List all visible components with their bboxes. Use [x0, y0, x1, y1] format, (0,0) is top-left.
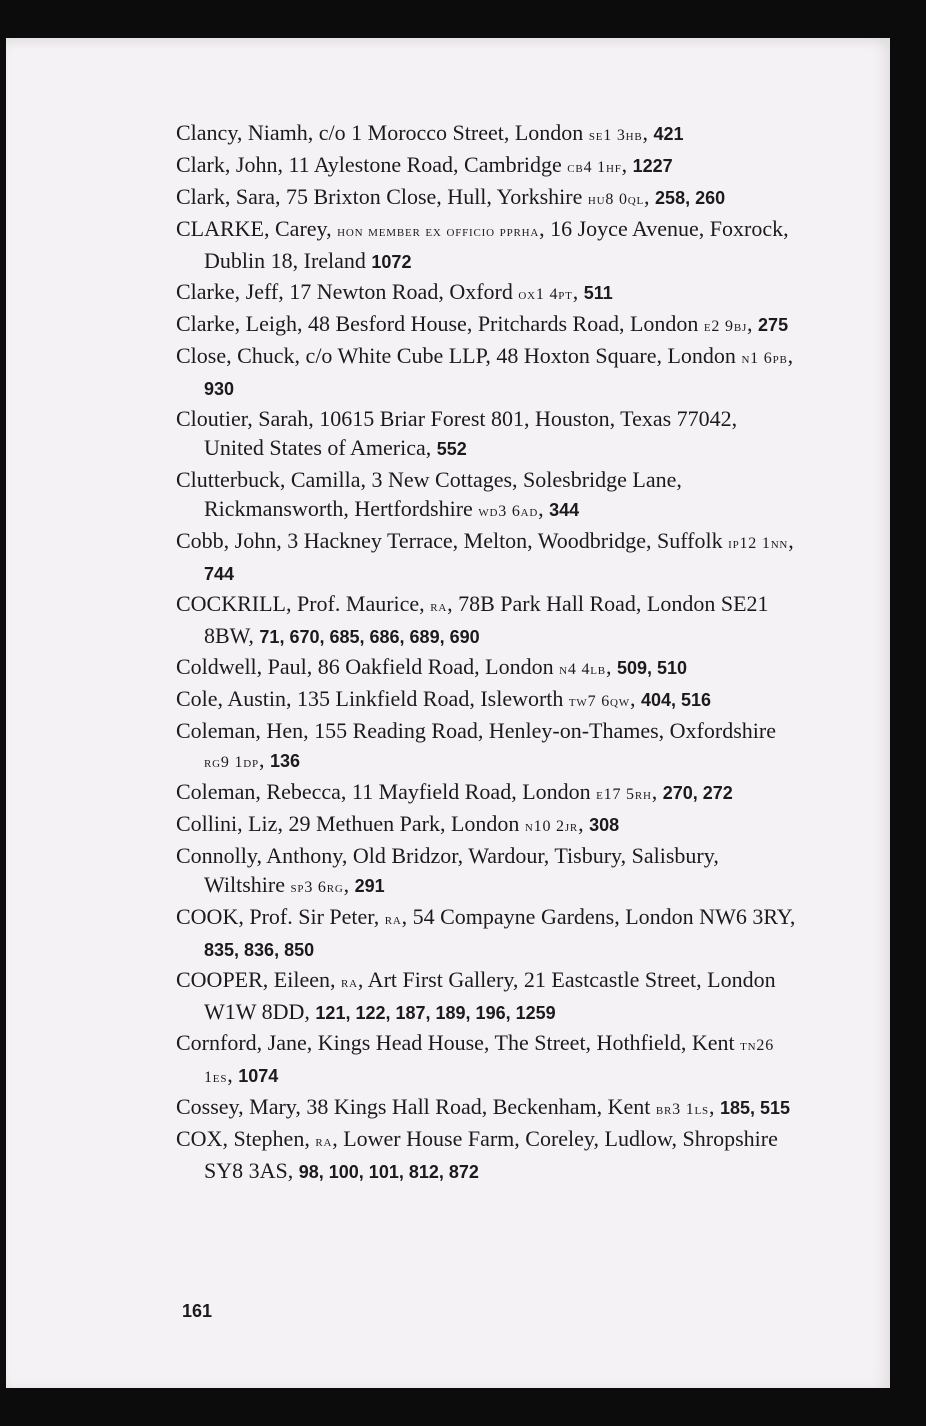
page-refs: 552	[436, 439, 467, 459]
index-entry: Clarke, Jeff, 17 Newton Road, Oxford ox1 4pt, 511	[176, 279, 613, 304]
index-entry: Cornford, Jane, Kings Head House, The Street, Hothfield, Kent tn26 1es, 1074	[176, 1030, 775, 1087]
index-entry: Coleman, Hen, 155 Reading Road, Henley-on-Thames, Oxfordshire rg9 1dp, 136	[176, 718, 776, 772]
index-entry: Cossey, Mary, 38 Kings Hall Road, Beckenham, Kent br3 1ls, 185, 515	[176, 1094, 791, 1119]
page-refs: 404, 516	[640, 690, 712, 710]
page-refs: 1227	[632, 156, 673, 176]
page-refs: 185, 515	[719, 1098, 791, 1118]
page-refs: 270, 272	[662, 783, 733, 803]
page-refs: 136	[269, 751, 300, 771]
index-entry: CLARKE, Carey, hon member ex officio pprha, 16 Joyce Avenue, Foxrock, Dublin 18, Ireland 1072	[176, 216, 789, 273]
page-refs: 421	[653, 124, 684, 144]
index-entry: Clutterbuck, Camilla, 3 New Cottages, Solesbridge Lane, Rickmansworth, Hertfordshire wd3 6ad, 344	[176, 467, 682, 521]
page-refs: 930	[204, 379, 235, 399]
page-refs: 258, 260	[655, 188, 726, 208]
index-entry: Collini, Liz, 29 Methuen Park, London n10 2jr, 308	[176, 811, 620, 836]
index-entry: COOK, Prof. Sir Peter, ra, 54 Compayne Gardens, London NW6 3RY, 835, 836, 850	[176, 904, 796, 960]
page-refs: 511	[583, 283, 613, 303]
index-entry: Close, Chuck, c/o White Cube LLP, 48 Hoxton Square, London n1 6pb, 930	[176, 343, 794, 399]
page-refs: 509, 510	[616, 658, 688, 678]
index-entry: COX, Stephen, ra, Lower House Farm, Coreley, Ludlow, Shropshire SY8 3AS, 98, 100, 101, 812, 872	[176, 1126, 778, 1183]
index-entry: Cole, Austin, 135 Linkfield Road, Isleworth tw7 6qw, 404, 516	[176, 686, 712, 711]
index-entry: Clark, Sara, 75 Brixton Close, Hull, Yorkshire hu8 0ql, 258, 260	[176, 184, 726, 209]
index-entry: Clancy, Niamh, c/o 1 Morocco Street, London se1 3hb, 421	[176, 120, 684, 145]
page-refs: 71, 670, 685, 686, 689, 690	[259, 627, 480, 647]
page-refs: 275	[758, 315, 789, 335]
index-entry: Cobb, John, 3 Hackney Terrace, Melton, Woodbridge, Suffolk ip12 1nn, 744	[176, 528, 794, 584]
page-refs: 308	[589, 815, 620, 835]
index-entry: Connolly, Anthony, Old Bridzor, Wardour, Tisbury, Salisbury, Wiltshire sp3 6rg, 291	[176, 843, 719, 897]
index-entry: Cloutier, Sarah, 10615 Briar Forest 801, Houston, Texas 77042, United States of America, 552	[176, 406, 738, 460]
book-page	[6, 38, 890, 1388]
index-entry: Coldwell, Paul, 86 Oakfield Road, London n4 4lb, 509, 510	[176, 654, 688, 679]
page-refs: 1072	[371, 252, 412, 272]
index-entry: COCKRILL, Prof. Maurice, ra, 78B Park Hall Road, London SE21 8BW, 71, 670, 685, 686, 689, 690	[176, 591, 769, 648]
page-refs: 1074	[238, 1066, 279, 1086]
index-entry: Coleman, Rebecca, 11 Mayfield Road, London e17 5rh, 270, 272	[176, 779, 733, 804]
page-refs: 121, 122, 187, 189, 196, 1259	[315, 1003, 556, 1023]
index-entry: COOPER, Eileen, ra, Art First Gallery, 21 Eastcastle Street, London W1W 8DD, 121, 122, 187, 189, 196, 1259	[176, 967, 776, 1024]
page-refs: 744	[204, 564, 235, 584]
page-refs: 344	[549, 500, 580, 520]
page-number: 161	[182, 1301, 213, 1321]
index-entry: Clarke, Leigh, 48 Besford House, Pritchards Road, London e2 9bj, 275	[176, 311, 789, 336]
page-refs: 291	[354, 876, 385, 896]
index-entry: Clark, John, 11 Aylestone Road, Cambridge cb4 1hf, 1227	[176, 152, 673, 177]
page-refs: 98, 100, 101, 812, 872	[298, 1162, 479, 1182]
index-entries-list	[176, 118, 796, 1187]
page-refs: 835, 836, 850	[204, 940, 315, 960]
